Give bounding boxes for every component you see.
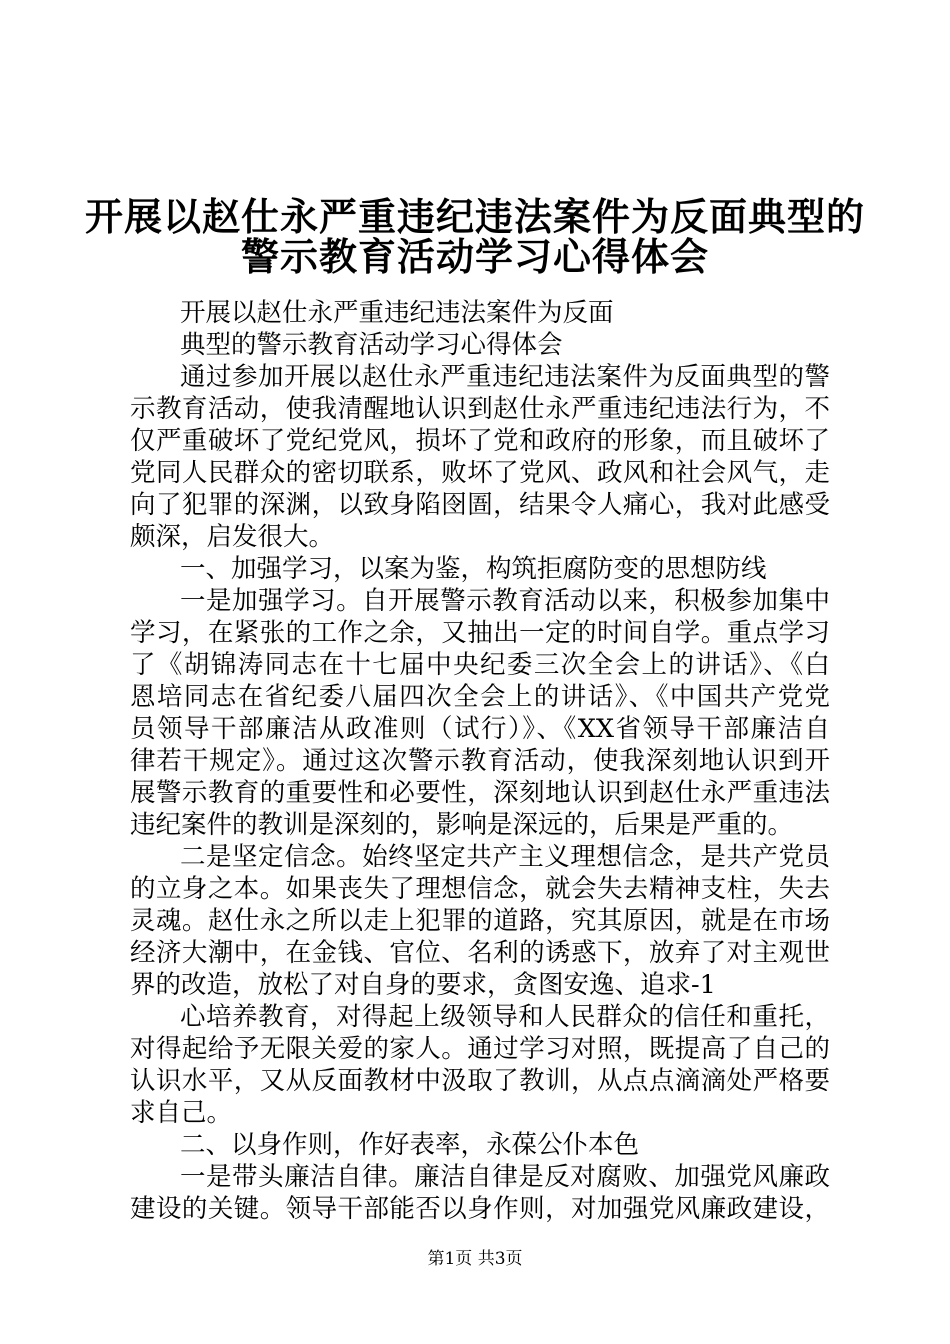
document-title-line-2: 警示教育活动学习心得体会 xyxy=(240,234,709,279)
subtitle-line: 开展以赵仕永严重违纪违法案件为反面 xyxy=(180,298,614,328)
body-text-line: 示教育活动，使我清醒地认识到赵仕永严重违纪违法行为，不 xyxy=(130,394,830,424)
body-text-line: 律若干规定》。通过这次警示教育活动，使我深刻地认识到开 xyxy=(130,746,830,776)
section-heading: 二、以身作则，作好表率，永葆公仆本色 xyxy=(180,1130,640,1160)
body-text-line: 颇深，启发很大。 xyxy=(130,522,335,552)
body-text-line: 界的改造，放松了对自身的要求，贪图安逸、追求-1 xyxy=(130,970,716,1000)
body-text-line: 的立身之本。如果丧失了理想信念，就会失去精神支柱，失去 xyxy=(130,874,830,904)
body-text-line: 建设的关键。领导干部能否以身作则，对加强党风廉政建设， xyxy=(130,1194,830,1224)
body-text-line: 一是加强学习。自开展警示教育活动以来，积极参加集中 xyxy=(180,586,830,616)
body-text-line: 向了犯罪的深渊，以致身陷囹圄，结果令人痛心，我对此感受 xyxy=(130,490,830,520)
body-text-line: 一是带头廉洁自律。廉洁自律是反对腐败、加强党风廉政 xyxy=(180,1162,830,1192)
page-number-footer: 第1页 共3页 xyxy=(427,1249,523,1269)
body-text-line: 仅严重破坏了党纪党风，损坏了党和政府的形象，而且破坏了 xyxy=(130,426,830,456)
subtitle-line: 典型的警示教育活动学习心得体会 xyxy=(180,330,563,360)
body-text-line: 二是坚定信念。始终坚定共产主义理想信念，是共产党员 xyxy=(180,842,830,872)
body-text-line: 经济大潮中，在金钱、官位、名利的诱惑下，放弃了对主观世 xyxy=(130,938,830,968)
document-title-line-1: 开展以赵仕永严重违纪违法案件为反面典型的 xyxy=(84,194,865,239)
body-text-line: 通过参加开展以赵仕永严重违纪违法案件为反面典型的警 xyxy=(180,362,830,392)
body-text-line: 求自己。 xyxy=(130,1098,233,1128)
body-text-line: 了《胡锦涛同志在十七届中央纪委三次全会上的讲话》、《白 xyxy=(130,650,830,680)
body-text-line: 展警示教育的重要性和必要性，深刻地认识到赵仕永严重违法 xyxy=(130,778,830,808)
body-text-line: 认识水平，又从反面教材中汲取了教训，从点点滴滴处严格要 xyxy=(130,1066,830,1096)
body-text-line: 灵魂。赵仕永之所以走上犯罪的道路，究其原因，就是在市场 xyxy=(130,906,830,936)
body-text-line: 恩培同志在省纪委八届四次全会上的讲话》、《中国共产党党 xyxy=(130,682,830,712)
body-text-line: 学习，在紧张的工作之余，又抽出一定的时间自学。重点学习 xyxy=(130,618,830,648)
body-text-line: 对得起给予无限关爱的家人。通过学习对照，既提高了自己的 xyxy=(130,1034,830,1064)
body-text-line: 党同人民群众的密切联系，败坏了党风、政风和社会风气，走 xyxy=(130,458,830,488)
body-text-line: 员领导干部廉洁从政准则（试行）》、《XX省领导干部廉洁自 xyxy=(130,714,830,744)
body-text-line: 违纪案件的教训是深刻的，影响是深远的，后果是严重的。 xyxy=(130,810,794,840)
body-text-line: 心培养教育，对得起上级领导和人民群众的信任和重托， xyxy=(180,1002,830,1032)
section-heading: 一、加强学习，以案为鉴，构筑拒腐防变的思想防线 xyxy=(180,554,767,584)
